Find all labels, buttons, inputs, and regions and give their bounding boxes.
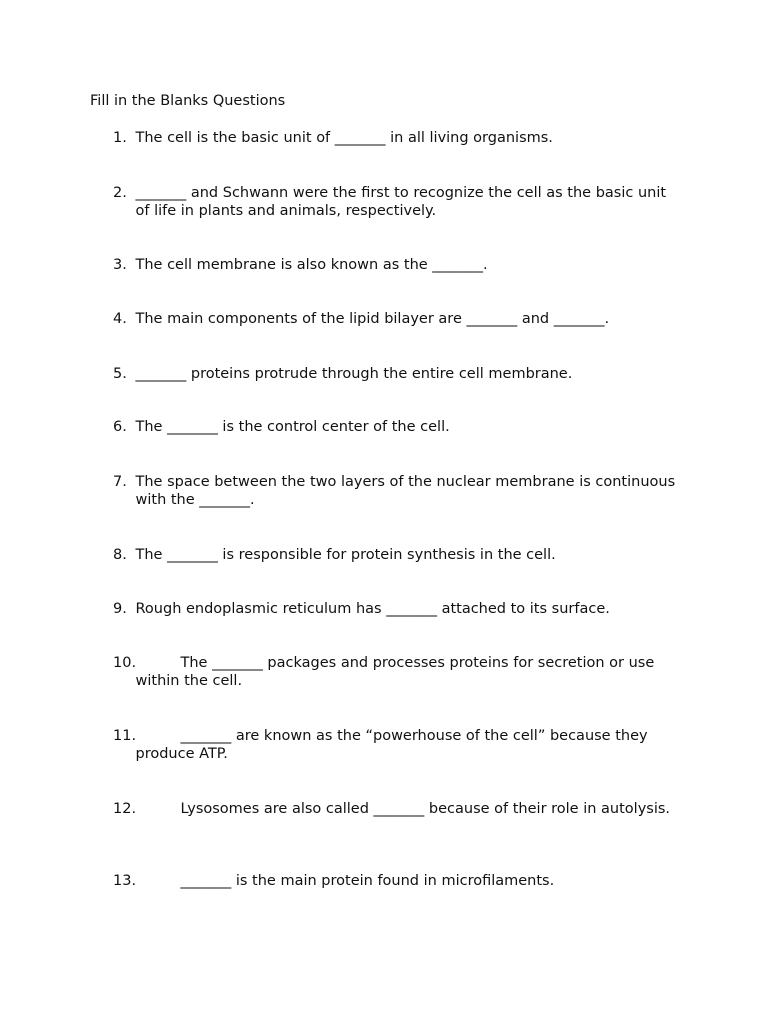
question-text: The _______ is responsible for protein synthesis in the cell. — [135, 547, 556, 563]
question-item — [113, 546, 683, 564]
question-text: Lysosomes are also called _______ because of their role in autolysis. — [180, 801, 671, 817]
question-item — [113, 418, 683, 436]
question-number: 7. — [113, 474, 127, 490]
question-item — [113, 365, 683, 383]
question-number: 5. — [113, 366, 127, 382]
question-item — [113, 256, 683, 274]
question-item — [113, 184, 683, 220]
question-number: 8. — [113, 547, 127, 563]
question-item — [113, 800, 683, 818]
question-number: 6. — [113, 419, 127, 435]
question-number: 2. — [113, 185, 127, 201]
question-text: The cell membrane is also known as the _______. — [135, 257, 488, 273]
question-item — [113, 872, 683, 890]
question-text: _______ is the main protein found in microfilaments. — [180, 873, 555, 889]
question-number: 10. — [113, 655, 137, 671]
question-number: 13. — [113, 873, 137, 889]
worksheet-title: Fill in the Blanks Questions — [90, 93, 286, 109]
question-number: 9. — [113, 601, 127, 617]
question-item — [113, 473, 683, 509]
question-text: The main components of the lipid bilayer are _______ and _______. — [135, 311, 610, 327]
question-item — [113, 600, 683, 618]
question-text: The cell is the basic unit of _______ in all living organisms. — [135, 130, 553, 146]
question-number: 11. — [113, 728, 137, 744]
question-number: 4. — [113, 311, 127, 327]
question-number: 3. — [113, 257, 127, 273]
question-text: _______ are known as the “powerhouse of the cell” because they produce ATP. — [135, 728, 653, 762]
question-text: The _______ packages and processes proteins for secretion or use within the cell. — [135, 655, 659, 689]
question-text: _______ proteins protrude through the entire cell membrane. — [135, 366, 573, 382]
question-text: _______ and Schwann were the first to recognize the cell as the basic unit of life in plants and animals, respectively. — [135, 185, 671, 219]
question-text: The _______ is the control center of the cell. — [135, 419, 450, 435]
question-item — [113, 727, 683, 763]
question-item — [113, 654, 683, 690]
question-number: 1. — [113, 130, 127, 146]
question-number: 12. — [113, 801, 137, 817]
question-text: The space between the two layers of the nuclear membrane is continuous with the _______. — [135, 474, 680, 508]
question-item — [113, 129, 683, 147]
question-item — [113, 310, 683, 328]
question-text: Rough endoplasmic reticulum has _______ attached to its surface. — [135, 601, 610, 617]
